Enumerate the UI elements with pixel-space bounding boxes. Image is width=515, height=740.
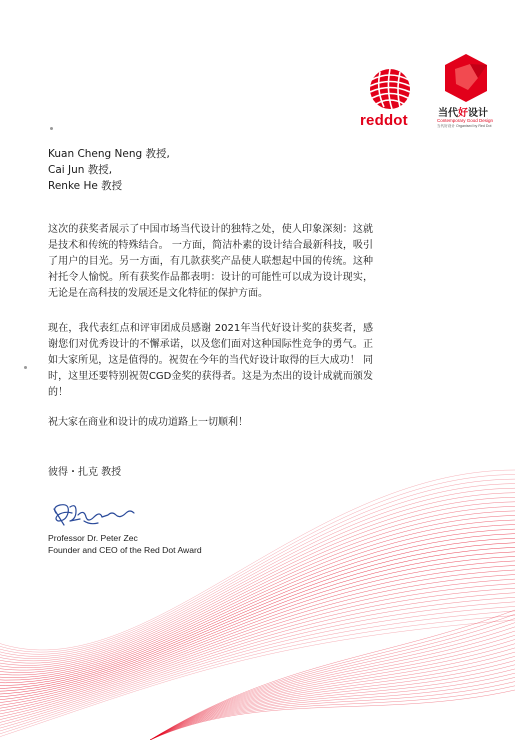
wave-line — [0, 543, 515, 689]
wave-line — [0, 538, 515, 685]
body-paragraph-2: 现在，我代表红点和评审团成员感谢 2021年当代好设计奖的获奖者，感谢您们对优秀设计的不懈承诺，以及您们面对这种国际性竞争的勇气。正如大家所见，这是值得的。祝贺在今年的当代好设计取得的巨大成功！ 同时，这里还要特别祝贺CGD金奖的获得者。这是为杰出的设计成就而颁发的！ — [48, 323, 373, 398]
wave-line — [0, 561, 515, 701]
wave-line — [0, 552, 515, 695]
signatory-name: Professor Dr. Peter Zec — [48, 533, 138, 543]
wave-line — [0, 570, 515, 707]
wave-line — [0, 615, 515, 737]
wave-line — [0, 602, 515, 728]
cgd-title-prefix: 当代 — [438, 108, 458, 119]
wave-line — [0, 556, 515, 697]
body-paragraph-1: 这次的获奖者展示了中国市场当代设计的独特之处，使人印象深刻：这就是技术和传统的特殊结合。 一方面，简洁朴素的设计结合最新科技，吸引了用户的目光。另一方面，有几款获奖产品使人联想起中国的传统。这种衬托令人愉悦。所有获奖作品都表明：设计的可能性可以成为设计现实，无论是在高科技的发展还是文化特征的保护方面。 — [48, 224, 373, 299]
cgd-logo-subtitle: Contemporary Good Design — [437, 118, 494, 123]
wave-line — [150, 635, 515, 740]
wave-line — [150, 648, 515, 740]
wave-line — [150, 652, 515, 740]
wave-line — [150, 623, 515, 740]
wave-line — [150, 631, 515, 740]
cgd-hexagon-logo-icon — [440, 52, 492, 104]
signoff-chinese: 彼得・扎克 教授 — [48, 467, 122, 478]
wave-line — [150, 665, 515, 740]
wave-line — [0, 597, 515, 725]
wave-line — [150, 610, 515, 740]
recipient-line: Cai Jun 教授, — [48, 164, 113, 176]
wave-line — [150, 686, 515, 740]
punch-mark-top — [50, 127, 53, 130]
wave-line — [150, 644, 515, 740]
wave-line — [0, 606, 515, 731]
reddot-wordmark: reddot — [360, 112, 408, 129]
wave-line — [150, 673, 515, 740]
wave-line — [0, 565, 515, 703]
wave-line — [150, 690, 515, 740]
cgd-title-suffix: 设计 — [468, 108, 488, 119]
wave-line — [0, 575, 515, 710]
handwritten-signature — [50, 499, 140, 533]
body-paragraph-closing: 祝大家在商业和设计的成功道路上一切顺利！ — [48, 417, 248, 428]
wave-line — [0, 547, 515, 691]
cgd-logo-title — [438, 104, 488, 119]
wave-line — [0, 593, 515, 722]
wave-line — [0, 611, 515, 734]
cgd-title-accent: 好 — [458, 108, 468, 119]
wave-line — [150, 627, 515, 740]
wave-line — [150, 677, 515, 740]
cgd-logo-subline: 当代好设计 Organised by Red Dot — [437, 124, 492, 128]
wave-line — [150, 656, 515, 740]
recipient-line: Renke He 教授 — [48, 180, 123, 192]
wave-line — [0, 620, 515, 740]
wave-line — [0, 470, 515, 650]
signatory-block — [48, 532, 202, 556]
wave-line — [150, 682, 515, 740]
punch-mark-middle — [24, 366, 27, 369]
signatory-title: Founder and CEO of the Red Dot Award — [48, 545, 202, 555]
wave-line — [0, 584, 515, 716]
wave-line — [150, 669, 515, 740]
wave-line — [0, 534, 515, 683]
wave-line — [0, 588, 515, 719]
wave-line — [150, 614, 515, 740]
wave-line — [0, 579, 515, 713]
wave-line — [150, 618, 515, 740]
recipient-line: Kuan Cheng Neng 教授, — [48, 148, 170, 160]
recipients-block — [48, 146, 170, 194]
wave-line — [150, 639, 515, 740]
wave-line — [150, 661, 515, 740]
